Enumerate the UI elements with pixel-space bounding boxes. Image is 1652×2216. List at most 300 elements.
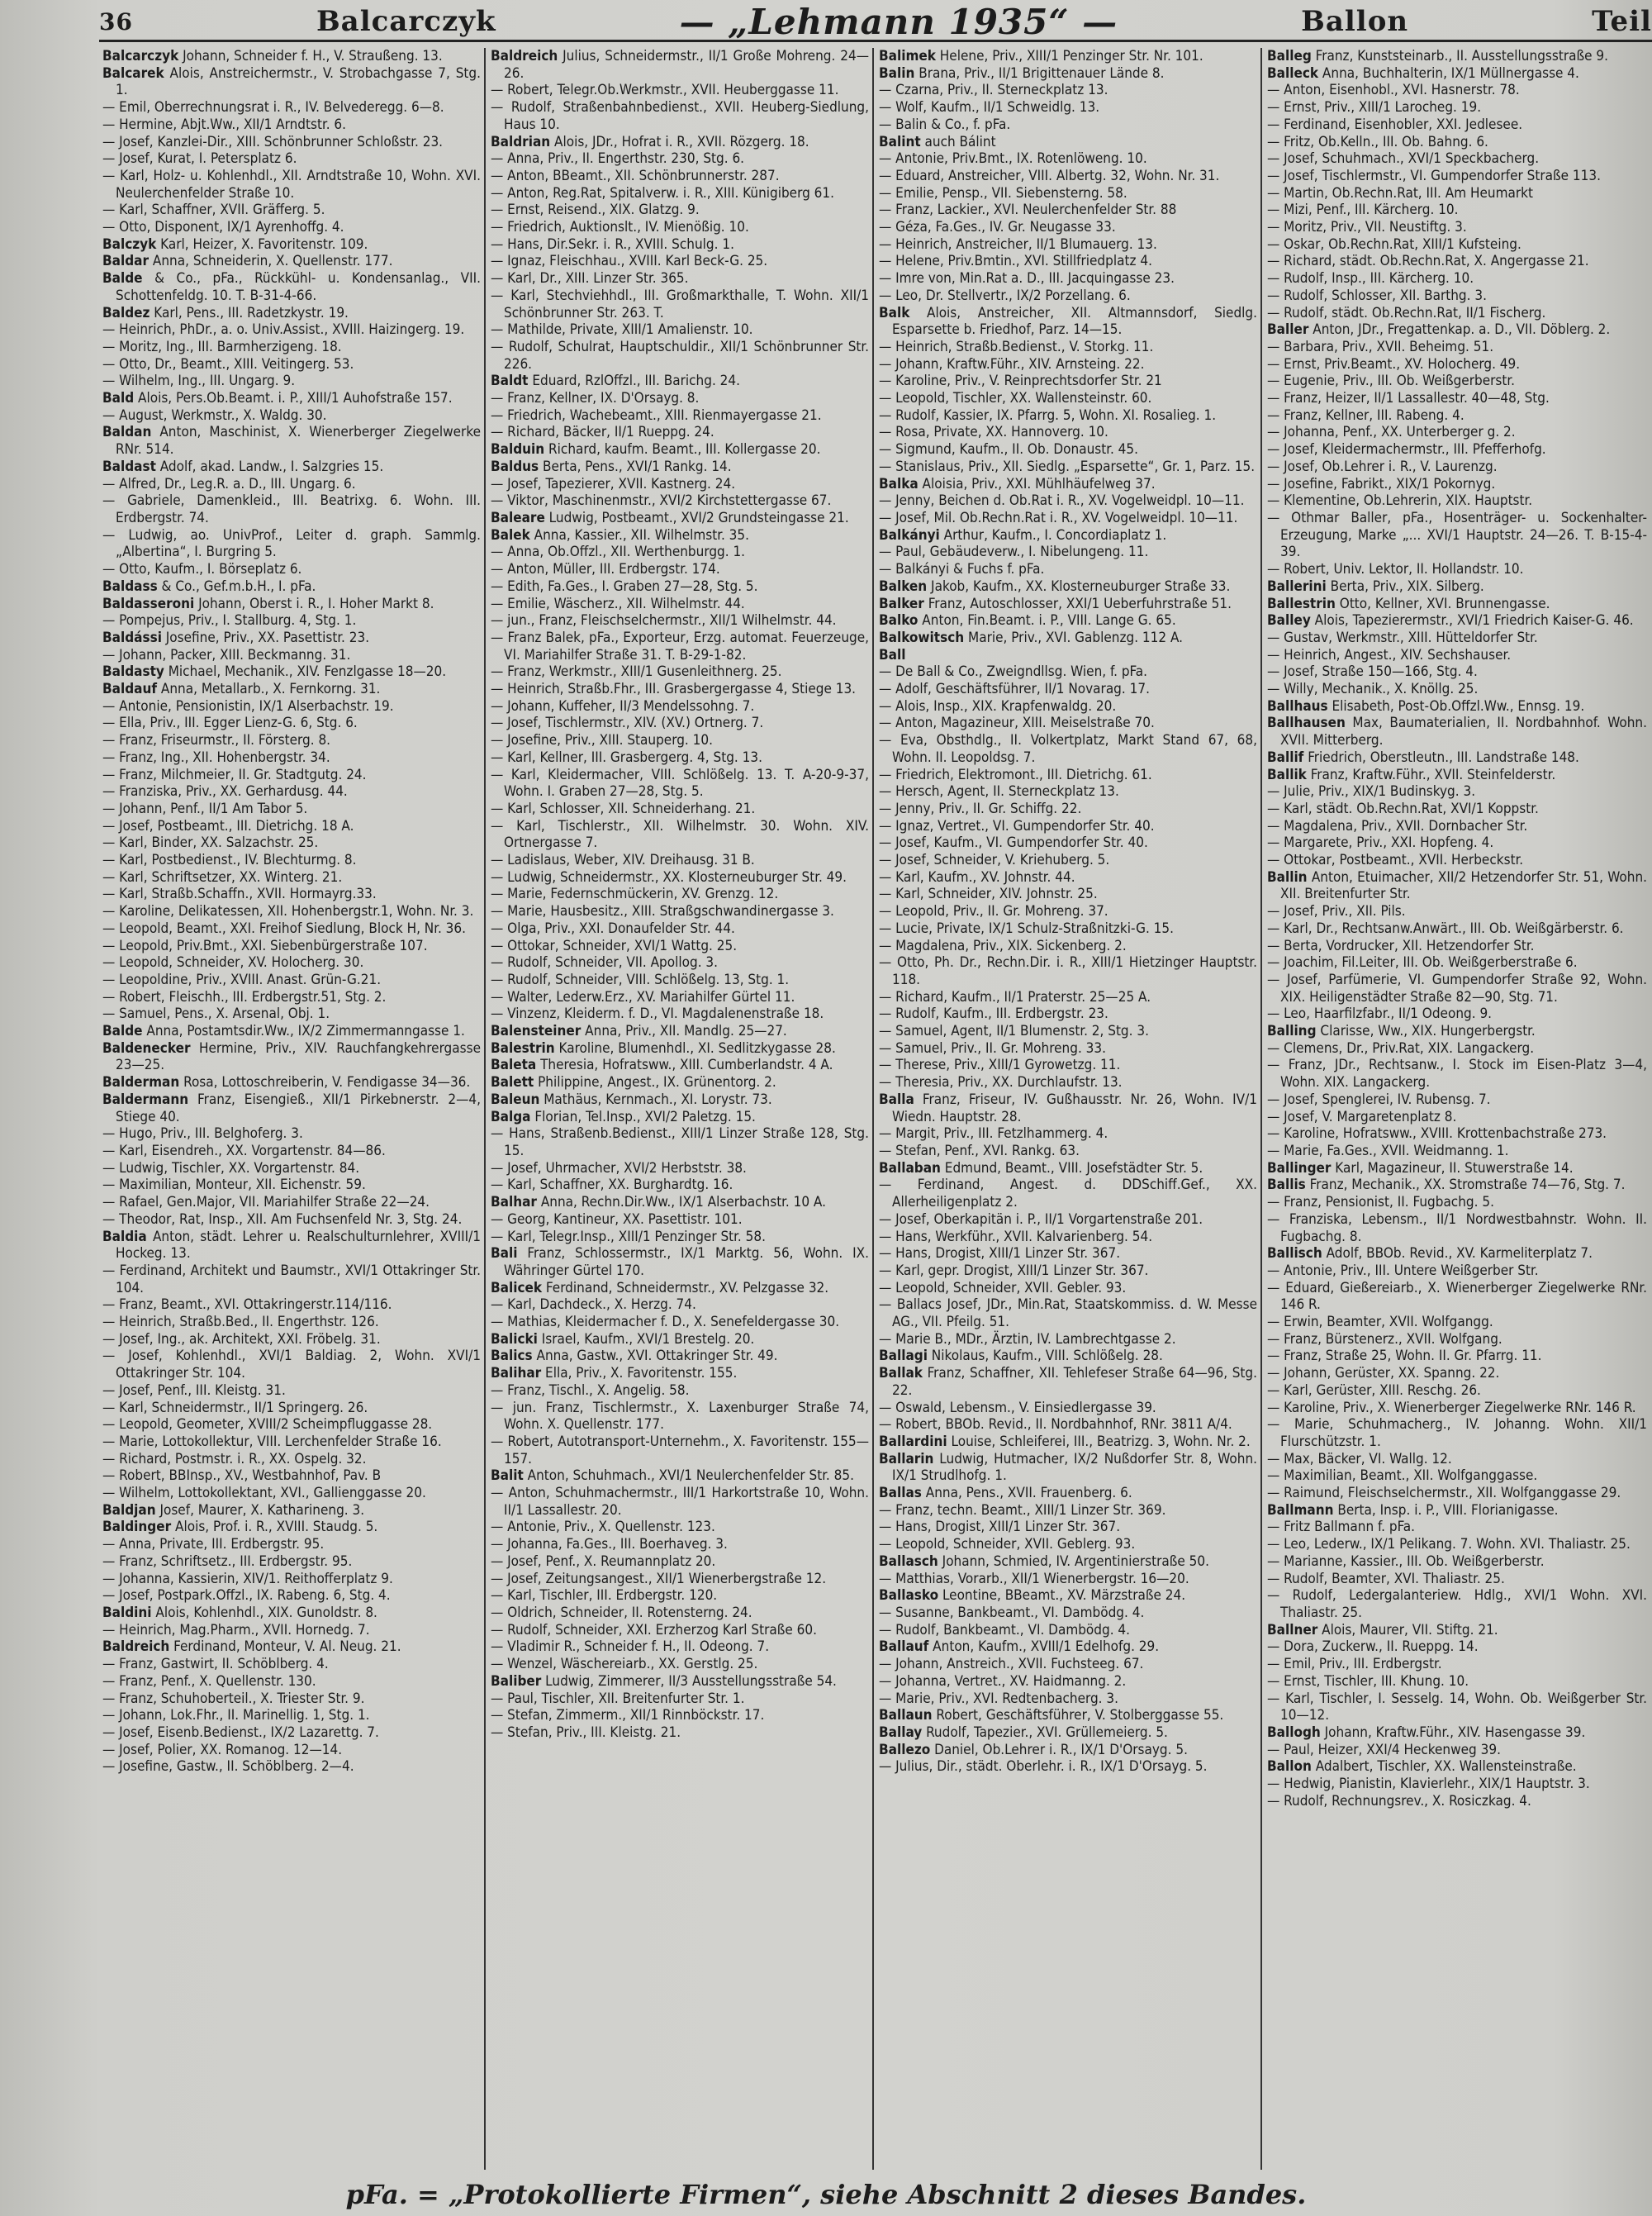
entry-surname: Balensteiner — [491, 1023, 582, 1040]
entry-surname: Balimek — [879, 48, 936, 64]
directory-entry: — Karl, Schriftsetzer, XX. Winterg. 21. — [102, 868, 343, 886]
directory-entry: — Franz, Bürstenerz., XVII. Wolfgang. — [1267, 1330, 1502, 1348]
directory-entry: — Josef, Kleidermachermstr., III. Pfefferhofg. — [1267, 441, 1546, 459]
entry-surname: Balker — [879, 595, 924, 612]
directory-entry: Baller Anton, JDr., Fregattenkap. a. D., VII. Döblerg. 2. — [1267, 321, 1611, 339]
directory-entry: — Oskar, Ob.Rechn.Rat, XIII/1 Kufsteing. — [1267, 235, 1521, 253]
directory-entry: — Rudolf, Ledergalanteriew. Hdlg., XVI/1 Wohn. XVI. Thaliastr. 25. — [1267, 1587, 1647, 1621]
directory-entry: Balling Clarisse, Ww., XIX. Hungerbergstr. — [1267, 1023, 1536, 1040]
directory-entry: — Johann, Anstreich., XVII. Fuchsteeg. 67. — [879, 1656, 1144, 1673]
directory-entry: — Moritz, Ing., III. Barmherzigeng. 18. — [102, 338, 342, 355]
directory-entry: — Maximilian, Monteur, XII. Eichenstr. 59. — [102, 1177, 366, 1194]
directory-entry: — Jenny, Beichen d. Ob.Rat i. R., XV. Vogelweidpl. 10—11. — [879, 492, 1245, 510]
directory-entry: — Max, Bäcker, VI. Wallg. 12. — [1267, 1450, 1452, 1467]
directory-entry: — Theodor, Rat, Insp., XII. Am Fuchsenfeld Nr. 3, Stg. 24. — [102, 1210, 463, 1228]
directory-entry: Balestrin Karoline, Blumenhdl., XI. Sedlitzkygasse 28. — [491, 1039, 836, 1057]
directory-entry: Ballagi Nikolaus, Kaufm., VIII. Schlößelg. 28. — [879, 1348, 1163, 1365]
entry-surname: Balestrin — [491, 1039, 555, 1057]
entry-surname: Ballhaus — [1267, 697, 1328, 715]
directory-entry: — Matthias, Vorarb., XII/1 Wienerbergstr. 16—20. — [879, 1570, 1189, 1587]
directory-entry: Ballisch Adolf, BBOb. Revid., XV. Karmeliterplatz 7. — [1267, 1245, 1593, 1263]
directory-entry: — Gabriele, Damenkleid., III. Beatrixg. 6. Wohn. III. Erdbergstr. 74. — [102, 492, 481, 526]
directory-entry: Ballogh Johann, Kraftw.Führ., XIV. Hasengasse 39. — [1267, 1724, 1586, 1741]
directory-entry: Baldia Anton, städt. Lehrer u. Realschulturnlehrer, XVIII/1 Hockeg. 13. — [102, 1228, 481, 1263]
entry-surname: Balderman — [102, 1074, 180, 1091]
directory-entry: — De Ball & Co., Zweigndllsg. Wien, f. pFa. — [879, 663, 1148, 681]
directory-entry: — Johann, Kuffeher, II/3 Mendelssohng. 7. — [491, 697, 755, 715]
directory-entry: — Rudolf, Schneider, VIII. Schlößelg. 13, Stg. 1. — [491, 971, 790, 988]
directory-entry: — Karl, Schaffner, XX. Burghardtg. 16. — [491, 1177, 733, 1194]
directory-entry: Balics Anna, Gastw., XVI. Ottakringer Str. 49. — [491, 1348, 778, 1365]
directory-entry: — Anton, Müller, III. Erdbergstr. 174. — [491, 561, 720, 578]
directory-entry: — Richard, Kaufm., II/1 Praterstr. 25—25 A. — [879, 988, 1151, 1006]
directory-entry: — Johanna, Fa.Ges., III. Boerhaveg. 3. — [491, 1536, 728, 1553]
entry-surname: Balett — [491, 1074, 534, 1091]
directory-entry: — Georg, Kantineur, XX. Pasettistr. 101. — [491, 1210, 743, 1228]
directory-entry: Ballasch Johann, Schmied, IV. Argentinierstraße 50. — [879, 1553, 1209, 1570]
directory-entry: — August, Werkmstr., X. Waldg. 30. — [102, 407, 327, 424]
directory-entry: — Ernst, Priv., XIII/1 Larocheg. 19. — [1267, 99, 1482, 117]
directory-entry: — Johann, Packer, XIII. Beckmanng. 31. — [102, 646, 351, 663]
directory-entry: Baldan Anton, Maschinist, X. Wienerberger Ziegelwerke RNr. 514. — [102, 424, 481, 459]
directory-entry: — Karl, gepr. Drogist, XIII/1 Linzer Str. 367. — [879, 1262, 1149, 1279]
directory-entry: — Ignaz, Vertret., VI. Gumpendorfer Str. 40. — [879, 817, 1155, 835]
directory-entry: — Leo, Haarfilzfabr., II/1 Odeong. 9. — [1267, 1006, 1493, 1023]
directory-entry: — Robert, BBInsp., XV., Westbahnhof, Pav. B — [102, 1467, 382, 1485]
directory-entry: — Susanne, Bankbeamt., VI. Dambödg. 4. — [879, 1604, 1145, 1621]
directory-entry: — Josef, Kaufm., VI. Gumpendorfer Str. 40. — [879, 835, 1148, 852]
directory-entry: — Josef, Tischlermstr., VI. Gumpendorfer Straße 113. — [1267, 167, 1601, 184]
directory-entry: — Josef, V. Margaretenplatz 8. — [1267, 1108, 1457, 1125]
directory-entry: — Leopold, Tischler, XX. Wallensteinstr. 60. — [879, 390, 1152, 407]
entry-surname: Balhar — [491, 1194, 537, 1211]
directory-entry: Ballak Franz, Schaffner, XII. Tehlefeser Straße 64—96, Stg. 22. — [879, 1365, 1257, 1399]
directory-entry: — Heinrich, Angest., XIV. Sechshauser. — [1267, 646, 1512, 663]
directory-entry: Balleck Anna, Buchhalterin, IX/1 Müllnergasse 4. — [1267, 64, 1579, 82]
entry-surname: Ballak — [879, 1365, 923, 1382]
directory-entry: Ballon Adalbert, Tischler, XX. Wallensteinstraße. — [1267, 1758, 1577, 1776]
directory-entry: Ballis Franz, Mechanik., XX. Stromstraße 74—76, Stg. 7. — [1267, 1177, 1626, 1194]
directory-entry: — Franz, Werkmstr., XIII/1 Gusenleithnerg. 25. — [491, 663, 782, 681]
directory-entry: — Franz, Gastwirt, II. Schöblberg. 4. — [102, 1656, 329, 1673]
directory-entry: — Leopold, Geometer, XVIII/2 Scheimpfluggasse 28. — [102, 1416, 433, 1434]
directory-entry: — Viktor, Maschinenmstr., XVI/2 Kirchstettergasse 67. — [491, 492, 832, 510]
directory-entry: Ballif Friedrich, Oberstleutn., III. Landstraße 148. — [1267, 749, 1579, 766]
entry-surname: Ballas — [879, 1485, 922, 1502]
directory-entry: — Friedrich, Auktionslt., IV. Mienößig. 10. — [491, 219, 749, 236]
directory-entry: — Margarete, Priv., XXI. Hopfeng. 4. — [1267, 835, 1494, 852]
entry-surname: Baldasseroni — [102, 595, 195, 612]
directory-entry: Balk Alois, Anstreicher, XII. Altmannsdorf, Siedlg. Esparsette b. Friedhof, Parz. 14—15. — [879, 304, 1257, 339]
directory-entry: — Marie, Lottokollektur, VIII. Lerchenfelder Straße 16. — [102, 1433, 442, 1450]
directory-entry: — Alfred, Dr., Leg.R. a. D., III. Ungarg. 6. — [102, 475, 356, 492]
directory-entry: — Leopold, Priv., II. Gr. Mohreng. 37. — [879, 903, 1108, 920]
directory-entry: — Johanna, Penf., XX. Unterberger g. 2. — [1267, 424, 1516, 441]
directory-entry: Baldass & Co., Gef.m.b.H., I. pFa. — [102, 578, 316, 595]
directory-entry: — Josef, Schneider, V. Kriehuberg. 5. — [879, 852, 1110, 869]
entry-surname: Balk — [879, 304, 910, 321]
directory-entry: — Karl, Telegr.Insp., XIII/1 Penzinger Str. 58. — [491, 1228, 766, 1245]
directory-entry: — Josefine, Fabrikt., XIX/1 Pokornyg. — [1267, 475, 1496, 492]
directory-entry: Bali Franz, Schlossermstr., IX/1 Marktg. 56, Wohn. IX. Währinger Gürtel 170. — [491, 1245, 869, 1279]
directory-entry: — Leopoldine, Priv., XVIII. Anast. Grün-G.21. — [102, 971, 382, 988]
directory-entry: Baliber Ludwig, Zimmerer, II/3 Ausstellungsstraße 54. — [491, 1672, 837, 1690]
directory-entry: — Anna, Ob.Offzl., XII. Werthenburgg. 1. — [491, 544, 746, 561]
directory-entry: — Otto, Dr., Beamt., XIII. Veitingerg. 53. — [102, 355, 354, 373]
directory-entry: Baldez Karl, Pens., III. Radetzkystr. 19. — [102, 304, 349, 321]
directory-entry: Baldasty Michael, Mechanik., XIV. Fenzlgasse 18—20. — [102, 663, 447, 681]
directory-entry: — Marianne, Kassier., III. Ob. Weißgerberstr. — [1267, 1553, 1545, 1570]
directory-entry — [879, 647, 1257, 664]
directory-entry: — Magdalena, Priv., XVII. Dornbacher Str. — [1267, 817, 1528, 835]
directory-entry: — Erwin, Beamter, XVII. Wolfgangg. — [1267, 1314, 1493, 1331]
entry-surname: Baldez — [102, 304, 150, 321]
directory-entry: Balett Philippine, Angest., IX. Grünentorg. 2. — [491, 1074, 776, 1091]
directory-entry: — Josef, Postbeamt., III. Dietrichg. 18 A. — [102, 817, 354, 835]
directory-entry: Ballaun Robert, Geschäftsführer, V. Stolberggasse 55. — [879, 1707, 1224, 1724]
directory-entry: Balensteiner Anna, Priv., XII. Mandlg. 25—27. — [491, 1023, 787, 1040]
directory-entry: — Josef, Parfümerie, VI. Gumpendorfer Straße 92, Wohn. XIX. Heiligenstädter Straße 82—90, Stg. 71. — [1267, 971, 1647, 1006]
directory-entry: — Anton, Schuhmachermstr., III/1 Harkortstraße 10, Wohn. II/1 Lassallestr. 20. — [491, 1485, 869, 1519]
directory-entry: — Franziska, Priv., XX. Gerhardusg. 44. — [102, 783, 348, 801]
directory-entry: — Anton, Magazineur, XIII. Meiselstraße 70. — [879, 715, 1155, 732]
directory-entry: Ballhaus Elisabeth, Post-Ob.Offzl.Ww., Ennsg. 19. — [1267, 697, 1585, 715]
directory-entry: Ballardini Louise, Schleiferei, III., Beatrizg. 3, Wohn. Nr. 2. — [879, 1433, 1251, 1450]
directory-entry: — jun. Franz, Tischlermstr., X. Laxenburger Straße 74, Wohn. X. Quellenstr. 177. — [491, 1399, 869, 1434]
directory-entry: Ballaban Edmund, Beamt., VIII. Josefstädter Str. 5. — [879, 1159, 1203, 1177]
directory-entry: — Emil, Oberrechnungsrat i. R., IV. Belvederegg. 6—8. — [102, 99, 444, 117]
directory-entry: — Gustav, Werkmstr., XIII. Hütteldorfer Str. — [1267, 629, 1538, 646]
directory-entry: — Ignaz, Fleischhau., XVIII. Karl Beck-G. 25. — [491, 253, 768, 270]
directory-entry: — Joachim, Fil.Leiter, III. Ob. Weißgerberstraße 6. — [1267, 954, 1578, 972]
directory-entry: — Karl, Dachdeck., X. Herzg. 74. — [491, 1296, 696, 1314]
directory-entry: — Ernst, Reisend., XIX. Glatzg. 9. — [491, 202, 700, 219]
directory-entry: — Johann, Kraftw.Führ., XIV. Arnsteing. 22. — [879, 355, 1145, 373]
directory-entry: Baldinger Alois, Prof. i. R., XVIII. Staudg. 5. — [102, 1519, 378, 1536]
directory-entry: — Rudolf, Bankbeamt., VI. Dambödg. 4. — [879, 1621, 1131, 1638]
directory-entry: Balken Jakob, Kaufm., XX. Klosterneuburger Straße 33. — [879, 578, 1231, 595]
directory-entry: — Franziska, Lebensm., II/1 Nordwestbahnstr. Wohn. II. Fugbachg. 8. — [1267, 1210, 1647, 1245]
directory-entry: — Antonie, Priv., III. Untere Weißgerber Str. — [1267, 1262, 1539, 1279]
entry-surname: Ballaban — [879, 1159, 941, 1177]
entry-surname: Ballhausen — [1267, 715, 1346, 732]
directory-entry: — Mathias, Kleidermacher f. D., X. Senefeldergasse 30. — [491, 1314, 840, 1331]
directory-entry: — Antonie, Pensionistin, IX/1 Alserbachstr. 19. — [102, 697, 394, 715]
directory-entry: — Karoline, Hofratsww., XVIII. Krottenbachstraße 273. — [1267, 1125, 1607, 1143]
directory-entry: — Heinrich, Straßb.Bedienst., V. Storkg. 11. — [879, 338, 1154, 355]
directory-entry: — Karl, Tischlerstr., XII. Wilhelmstr. 30. Wohn. XIV. Ortnergasse 7. — [491, 817, 869, 852]
entry-surname: Balling — [1267, 1023, 1317, 1040]
directory-entry: — Franz, Pensionist, II. Fugbachg. 5. — [1267, 1194, 1494, 1211]
directory-entry: — Marie, Hausbesitz., XIII. Straßgschwandinergasse 3. — [491, 903, 834, 920]
directory-entry: — Mizi, Penf., III. Kärcherg. 10. — [1267, 202, 1459, 219]
directory-entry: — Heinrich, PhDr., a. o. Univ.Assist., XVIII. Haizingerg. 19. — [102, 321, 465, 339]
directory-entry: — Ottokar, Schneider, XVI/1 Wattg. 25. — [491, 937, 738, 954]
directory-entry: Balkowitsch Marie, Priv., XVI. Gablenzg. 112 A. — [879, 629, 1183, 646]
directory-entry: Ballmann Berta, Insp. i. P., VIII. Florianigasse. — [1267, 1501, 1559, 1519]
directory-entry: — Paul, Heizer, XXI/4 Heckenweg 39. — [1267, 1741, 1501, 1758]
entry-surname: Balek — [491, 526, 530, 544]
directory-entry: — Heinrich, Straßb.Bed., II. Engerthstr. 126. — [102, 1314, 379, 1331]
column-2 — [486, 48, 874, 2170]
directory-entry: — Hans, Drogist, XIII/1 Linzer Str. 367. — [879, 1245, 1121, 1263]
directory-entry: — Therese, Priv., XIII/1 Gyrowetzg. 11. — [879, 1057, 1121, 1074]
directory-entry: Baleta Theresia, Hofratsww., XIII. Cumberlandstr. 4 A. — [491, 1057, 833, 1074]
directory-entry: — Karl, Kaufm., XV. Johnstr. 44. — [879, 868, 1075, 886]
directory-entry: — Emilie, Wäscherz., XII. Wilhelmstr. 44. — [491, 595, 745, 612]
entry-surname: Baldass — [102, 578, 158, 595]
directory-entry: — Franz, Tischl., X. Angelig. 58. — [491, 1381, 690, 1399]
directory-entry: — Marie, Fa.Ges., XVII. Weidmanng. 1. — [1267, 1143, 1509, 1159]
directory-entry: Ballinger Karl, Magazineur, II. Stuwerstraße 14. — [1267, 1159, 1574, 1177]
directory-entry: Baleun Mathäus, Kernmach., XI. Lorystr. 73. — [491, 1091, 772, 1108]
directory-entry: — Josef, Schuhmach., XVI/1 Speckbacherg. — [1267, 150, 1540, 168]
directory-entry: — Richard, Postmstr. i. R., XX. Ospelg. 32. — [102, 1450, 367, 1467]
directory-entry: — Ballacs Josef, JDr., Min.Rat, Staatskommiss. d. W. Messe AG., VII. Pfeilg. 51. — [879, 1296, 1257, 1331]
directory-entry: — Moritz, Priv., VII. Neustiftg. 3. — [1267, 219, 1467, 236]
directory-entry: — Rudolf, Schlosser, XII. Barthg. 3. — [1267, 287, 1487, 304]
directory-entry: — Anton, Eisenhobl., XVI. Hasnerstr. 78. — [1267, 82, 1520, 99]
directory-entry: Balimek Helene, Priv., XIII/1 Penzinger Str. Nr. 101. — [879, 48, 1203, 64]
directory-entry: Ballin Anton, Etuimacher, XII/2 Hetzendorfer Str. 51, Wohn. XII. Breitenfurter Str. — [1267, 868, 1647, 903]
directory-entry: — Leopold, Schneider, XV. Holocherg. 30. — [102, 954, 364, 972]
entry-surname: Ballagi — [879, 1348, 928, 1365]
directory-entry: — Josef, Postpark.Offzl., IX. Rabeng. 6, Stg. 4. — [102, 1587, 391, 1605]
directory-entry: — Hedwig, Pianistin, Klavierlehr., XIX/1 Hauptstr. 3. — [1267, 1776, 1590, 1793]
entry-surname: Balko — [879, 612, 919, 630]
directory-entry: — Eva, Obsthdlg., II. Volkertplatz, Markt Stand 67, 68, Wohn. II. Leopoldsg. 7. — [879, 732, 1257, 766]
directory-entry: Balleg Franz, Kunststeinarb., II. Ausstellungsstraße 9. — [1267, 48, 1608, 64]
directory-entry: — Karl, Dr., Rechtsanw.Anwärt., III. Ob. Weißgärberstr. 6. — [1267, 920, 1624, 937]
directory-entry: — Emil, Priv., III. Erdbergstr. — [1267, 1656, 1442, 1673]
directory-entry: — Hans, Straßenb.Bedienst., XIII/1 Linzer Straße 128, Stg. 15. — [491, 1125, 869, 1159]
directory-entry: — Marie, Priv., XVI. Redtenbacherg. 3. — [879, 1690, 1118, 1707]
directory-entry: Balduin Richard, kaufm. Beamt., III. Kollergasse 20. — [491, 441, 821, 459]
directory-entry: — Franz, Kellner, IX. D'Orsayg. 8. — [491, 390, 700, 407]
directory-entry: — Franz, JDr., Rechtsanw., I. Stock im Eisen-Platz 3—4, Wohn. XIX. Langackerg. — [1267, 1057, 1647, 1091]
directory-entry: — Karl, Kleidermacher, VIII. Schlößelg. 13. T. A-20-9-37, Wohn. I. Graben 27—28, Stg. 5. — [491, 766, 869, 801]
directory-entry: — Martin, Ob.Rechn.Rat, III. Am Heumarkt — [1267, 184, 1533, 202]
directory-entry: — Hermine, Abjt.Ww., XII/1 Arndtstr. 6. — [102, 116, 346, 133]
directory-entry: — Josef, Penf., X. Reumannplatz 20. — [491, 1553, 716, 1570]
directory-entry: — Marie, Schuhmacherg., IV. Johanng. Wohn. XII/1 Flurschützstr. 1. — [1267, 1416, 1647, 1450]
entry-surname: Ballay — [879, 1724, 923, 1741]
directory-entry: Ballik Franz, Kraftw.Führ., XVII. Steinfelderstr. — [1267, 766, 1556, 783]
directory-entry: Ballauf Anton, Kaufm., XVIII/1 Edelhofg. 29. — [879, 1638, 1160, 1656]
directory-entry: — Willy, Mechanik., X. Knöllg. 25. — [1267, 681, 1479, 698]
directory-entry: Balla Franz, Friseur, IV. Gußhausstr. Nr. 26, Wohn. IV/1 Wiedn. Hauptstr. 28. — [879, 1091, 1257, 1125]
entry-surname: Ballasch — [879, 1553, 938, 1570]
entry-surname: Balley — [1267, 612, 1311, 630]
directory-entry: — Rudolf, Schneider, XXI. Erzherzog Karl Straße 60. — [491, 1621, 817, 1638]
directory-entry: — Johann, Penf., II/1 Am Tabor 5. — [102, 800, 308, 817]
directory-entry: — Rudolf, Kassier, IX. Pfarrg. 5, Wohn. XI. Rosalieg. 1. — [879, 407, 1217, 424]
directory-entry: — Heinrich, Mag.Pharm., XVII. Hornedg. 7. — [102, 1621, 370, 1638]
directory-entry: Baldrian Alois, JDr., Hofrat i. R., XVII. Rözgerg. 18. — [491, 133, 809, 150]
directory-entry: — Samuel, Pens., X. Arsenal, Obj. 1. — [102, 1006, 330, 1023]
page-number: 36 — [99, 7, 133, 36]
directory-entry: — Leopold, Schneider, XVII. Geblerg. 93. — [879, 1536, 1136, 1553]
directory-entry: — Karoline, Delikatessen, XII. Hohenbergstr.1, Wohn. Nr. 3. — [102, 903, 474, 920]
entry-surname: Ballinger — [1267, 1159, 1332, 1177]
directory-entry: — Fritz, Ob.Kelln., III. Ob. Bahng. 6. — [1267, 133, 1488, 150]
directory-entry: — Julius, Dir., städt. Oberlehr. i. R., IX/1 D'Orsayg. 5. — [879, 1758, 1208, 1776]
directory-entry: — Ferdinand, Architekt und Baumstr., XVI/1 Ottakringer Str. 104. — [102, 1262, 481, 1296]
directory-entry: — Wenzel, Wäschereiarb., XX. Gerstlg. 25. — [491, 1656, 758, 1673]
directory-entry: — Josef, Ob.Lehrer i. R., V. Laurenzg. — [1267, 458, 1498, 475]
directory-entry: — Klementine, Ob.Lehrerin, XIX. Hauptstr. — [1267, 492, 1533, 510]
directory-entry: — Robert, Univ. Lektor, II. Hollandstr. 10. — [1267, 561, 1524, 578]
directory-entry: — Otto, Ph. Dr., Rechn.Dir. i. R., XIII/1 Hietzinger Hauptstr. 118. — [879, 954, 1257, 988]
directory-entry: Bald Alois, Pers.Ob.Beamt. i. P., XIII/1 Auhofstraße 157. — [102, 390, 453, 407]
entry-surname: Balicki — [491, 1330, 538, 1348]
entry-surname: Baldauf — [102, 681, 158, 698]
directory-entry: — Josef, Kurat, I. Petersplatz 6. — [102, 150, 297, 168]
directory-entry: — Heinrich, Straßb.Fhr., III. Grasbergergasse 4, Stiege 13. — [491, 681, 857, 698]
entry-surname: Baldenecker — [102, 1039, 191, 1057]
entry-surname: Baldt — [491, 373, 529, 390]
directory-entry: — Stefan, Priv., III. Kleistg. 21. — [491, 1724, 681, 1741]
directory-entry: — Paul, Tischler, XII. Breitenfurter Str. 1. — [491, 1690, 745, 1707]
directory-entry: — Sigmund, Kaufm., II. Ob. Donaustr. 45. — [879, 441, 1138, 459]
entry-surname: Ballardini — [879, 1433, 947, 1450]
directory-entry: — Stanislaus, Priv., XII. Siedlg. „Esparsette“, Gr. 1, Parz. 15. — [879, 458, 1256, 475]
directory-entry: — Johann, Gerüster, XX. Spanng. 22. — [1267, 1365, 1500, 1382]
directory-entry: — Robert, Autotransport-Unternehm., X. Favoritenstr. 155—157. — [491, 1433, 869, 1467]
header-title: — „Lehmann 1935“ — — [679, 1, 1118, 42]
directory-entry: Baldermann Franz, Eisengieß., XII/1 Pirkebnerstr. 2—4, Stiege 40. — [102, 1091, 481, 1125]
directory-entry: Balde Anna, Postamtsdir.Ww., IX/2 Zimmermanngasse 1. — [102, 1023, 465, 1040]
directory-entry: — Anna, Private, III. Erdbergstr. 95. — [102, 1536, 325, 1553]
directory-entry: — Karl, Stechviehhdl., III. Großmarkthalle, T. Wohn. XII/1 Schönbrunner Str. 263. T. — [491, 287, 869, 321]
directory-entry: — Adolf, Geschäftsführer, II/1 Novarag. 17. — [879, 681, 1150, 698]
directory-entry: — Karl, Postbedienst., IV. Blechturmg. 8. — [102, 852, 357, 869]
directory-entry: — Ludwig, Tischler, XX. Vorgartenstr. 84. — [102, 1159, 360, 1177]
directory-entry: — Hans, Dir.Sekr. i. R., XVIII. Schulg. 1. — [491, 235, 734, 253]
directory-entry: — Imre von, Min.Rat a. D., III. Jacquingasse 23. — [879, 270, 1175, 288]
entry-surname: Balduin — [491, 441, 545, 459]
entry-surname: Balkowitsch — [879, 629, 965, 646]
directory-entry: — Rudolf, Kaufm., III. Erdbergstr. 23. — [879, 1006, 1108, 1023]
directory-entry: Balczyk Karl, Heizer, X. Favoritenstr. 109. — [102, 235, 368, 253]
page-header — [99, 3, 1652, 42]
directory-entry: — Rudolf, Straßenbahnbedienst., XVII. Heuberg-Siedlung, Haus 10. — [491, 99, 869, 133]
directory-entry: — Mathilde, Private, XIII/1 Amalienstr. 10. — [491, 321, 753, 339]
entry-surname: Ballarin — [879, 1450, 934, 1467]
directory-entry: — Josefine, Priv., XIII. Stauperg. 10. — [491, 732, 713, 749]
directory-entry: — Josef, Kanzlei-Dir., XIII. Schönbrunner Schloßstr. 23. — [102, 133, 444, 150]
directory-entry: — Franz, Beamt., XVI. Ottakringerstr.114/116. — [102, 1296, 392, 1314]
directory-entry: — Robert, Fleischh., III. Erdbergstr.51, Stg. 2. — [102, 988, 387, 1006]
directory-entry: Ballarin Ludwig, Hutmacher, IX/2 Nußdorfer Str. 8, Wohn. IX/1 Strudlhofg. 1. — [879, 1450, 1257, 1485]
directory-entry: — Ottokar, Postbeamt., XVII. Herbeckstr. — [1267, 852, 1524, 869]
entry-surname: Baliber — [491, 1672, 542, 1690]
directory-entry: — Karl, Kellner, III. Grasbergerg. 4, Stg. 13. — [491, 749, 762, 766]
directory-entry: — Maximilian, Beamt., XII. Wolfganggasse. — [1267, 1467, 1538, 1485]
directory-entry: Ballasko Leontine, BBeamt., XV. Märzstraße 24. — [879, 1587, 1186, 1605]
directory-entry: Balcarczyk Johann, Schneider f. H., V. Straußeng. 13. — [102, 48, 443, 64]
directory-entry: — Karoline, Priv., X. Wienerberger Ziegelwerke RNr. 146 R. — [1267, 1399, 1636, 1416]
directory-entry: — Friedrich, Elektromont., III. Dietrichg. 61. — [879, 766, 1152, 783]
directory-entry: — Rudolf, Beamter, XVI. Thaliastr. 25. — [1267, 1570, 1505, 1587]
directory-entry: — Rudolf, Insp., III. Kärcherg. 10. — [1267, 270, 1474, 288]
directory-entry: — Alois, Insp., XIX. Krapfenwaldg. 20. — [879, 697, 1117, 715]
entry-surname: Baldássi — [102, 629, 162, 646]
entry-surname: Baleare — [491, 509, 545, 526]
directory-entry: — Richard, städt. Ob.Rechn.Rat, X. Angergasse 21. — [1267, 253, 1589, 270]
directory-entry: — Raimund, Fleischselchermstr., XII. Wolfganggasse 29. — [1267, 1485, 1621, 1502]
directory-entry: Balker Franz, Autoschlosser, XXI/1 Ueberfuhrstraße 51. — [879, 595, 1232, 612]
entry-surname: Ballasko — [879, 1587, 939, 1605]
directory-entry: — Margit, Priv., III. Fetzlhammerg. 4. — [879, 1125, 1108, 1143]
directory-entry: Balga Florian, Tel.Insp., XVI/2 Paletzg. 15. — [491, 1108, 756, 1125]
directory-entry: Ballerini Berta, Priv., XIX. Silberg. — [1267, 578, 1484, 595]
directory-entry: Balihar Ella, Priv., X. Favoritenstr. 155. — [491, 1365, 738, 1382]
directory-entry: Baldus Berta, Pens., XVI/1 Rankg. 14. — [491, 458, 732, 475]
directory-entry: — Franz, Lackier., XVI. Neulerchenfelder Str. 88 — [879, 202, 1177, 219]
directory-entry: — Karl, Schneidermstr., II/1 Springerg. 26. — [102, 1399, 368, 1416]
directory-entry: — Franz, Schuhoberteil., X. Triester Str. 9. — [102, 1690, 365, 1707]
directory-entry: — Julie, Priv., XIX/1 Budinskyg. 3. — [1267, 783, 1476, 801]
entry-surname: Ballif — [1267, 749, 1304, 766]
directory-entry: Baldreich Ferdinand, Monteur, V. Al. Neug. 21. — [102, 1638, 401, 1656]
directory-entry: — Othmar Baller, pFa., Hosenträger- u. Sockenhalter-Erzeugung, Marke „... XVI/1 Hauptstr. 24—26. T. B-15-4-39. — [1267, 509, 1647, 561]
entry-surname: Baldrian — [491, 133, 551, 150]
directory-entry: — Josefine, Gastw., II. Schöblberg. 2—4. — [102, 1758, 354, 1776]
directory-entry: — Karl, Schlosser, XII. Schneiderhang. 21. — [491, 800, 756, 817]
directory-entry: — Lucie, Private, IX/1 Schulz-Straßnitzki-G. 15. — [879, 920, 1174, 937]
entry-surname: Bali — [491, 1245, 518, 1263]
directory-entry: Ballas Anna, Pens., XVII. Frauenberg. 6. — [879, 1485, 1132, 1502]
directory-entry: — Ferdinand, Angest. d. DDSchiff.Gef., XX. Allerheiligenplatz 2. — [879, 1177, 1257, 1211]
directory-entry: — Marie, Federnschmückerin, XV. Grenzg. 12. — [491, 886, 779, 903]
directory-entry: Balley Alois, Tapezierermstr., XVI/1 Friedrich Kaiser-G. 46. — [1267, 612, 1634, 630]
header-left-keyword: Balcarczyk — [316, 5, 496, 38]
directory-entry: Balkányi Arthur, Kaufm., I. Concordiaplatz 1. — [879, 526, 1167, 544]
entry-surname: Balde — [102, 1023, 143, 1040]
column-3 — [874, 48, 1262, 2170]
entry-surname: Ballmann — [1267, 1501, 1334, 1519]
directory-entry: — Karl, Holz- u. Kohlenhdl., XII. Arndtstraße 10, Wohn. XVI. Neulerchenfelder Straße 10. — [102, 167, 481, 202]
directory-entry: — Franz, Schriftsetz., III. Erdbergstr. 95. — [102, 1553, 353, 1570]
directory-entry: — Franz, Penf., X. Quellenstr. 130. — [102, 1672, 316, 1690]
directory-entry: Balko Anton, Fin.Beamt. i. P., VIII. Lange G. 65. — [879, 612, 1176, 630]
directory-entry: — Magdalena, Priv., XIX. Sickenberg. 2. — [879, 937, 1127, 954]
directory-entry: Baldássi Josefine, Priv., XX. Pasettistr. 23. — [102, 629, 370, 646]
directory-entry: — Ernst, Priv.Beamt., XV. Holocherg. 49. — [1267, 355, 1521, 373]
directory-entry: — Johanna, Vertret., XV. Haidmanng. 2. — [879, 1672, 1127, 1690]
directory-entry: — Balkányi & Fuchs f. pFa. — [879, 561, 1045, 578]
directory-entry: — Karl, Eisendreh., XX. Vorgartenstr. 84—86. — [102, 1143, 386, 1159]
directory-entry: — Clemens, Dr., Priv.Rat, XIX. Langackerg. — [1267, 1039, 1535, 1057]
entry-surname: Ballner — [1267, 1621, 1318, 1638]
directory-entry: — Karl, Binder, XX. Salzachstr. 25. — [102, 835, 319, 852]
entry-surname: Bald — [102, 390, 135, 407]
directory-entry: — Géza, Fa.Ges., IV. Gr. Neugasse 33. — [879, 219, 1116, 236]
directory-entry: — Paul, Gebäudeverw., I. Nibelungeng. 11. — [879, 544, 1149, 561]
entry-surname: Balka — [879, 475, 919, 492]
header-edge: Teil — [1592, 5, 1652, 38]
directory-entry: — Eduard, Gießereiarb., X. Wienerberger Ziegelwerke RNr. 146 R. — [1267, 1279, 1647, 1314]
directory-entry: — Rudolf, Schulrat, Hauptschuldir., XII/1 Schönbrunner Str. 226. — [491, 338, 869, 373]
entry-surname: Baller — [1267, 321, 1309, 339]
directory-entry: — Josef, Tapezierer, XVII. Kastnerg. 24. — [491, 475, 736, 492]
directory-entry: Balit Anton, Schuhmach., XVI/1 Neulerchenfelder Str. 85. — [491, 1467, 854, 1485]
entry-surname: Ballerini — [1267, 578, 1327, 595]
directory-entry: — Anton, Reg.Rat, Spitalverw. i. R., XIII. Künigiberg 61. — [491, 184, 834, 202]
directory-entry: — Karoline, Priv., V. Reinprechtsdorfer Str. 21 — [879, 373, 1162, 390]
directory-entry: Baldauf Anna, Metallarb., X. Fernkorng. 31. — [102, 681, 381, 698]
